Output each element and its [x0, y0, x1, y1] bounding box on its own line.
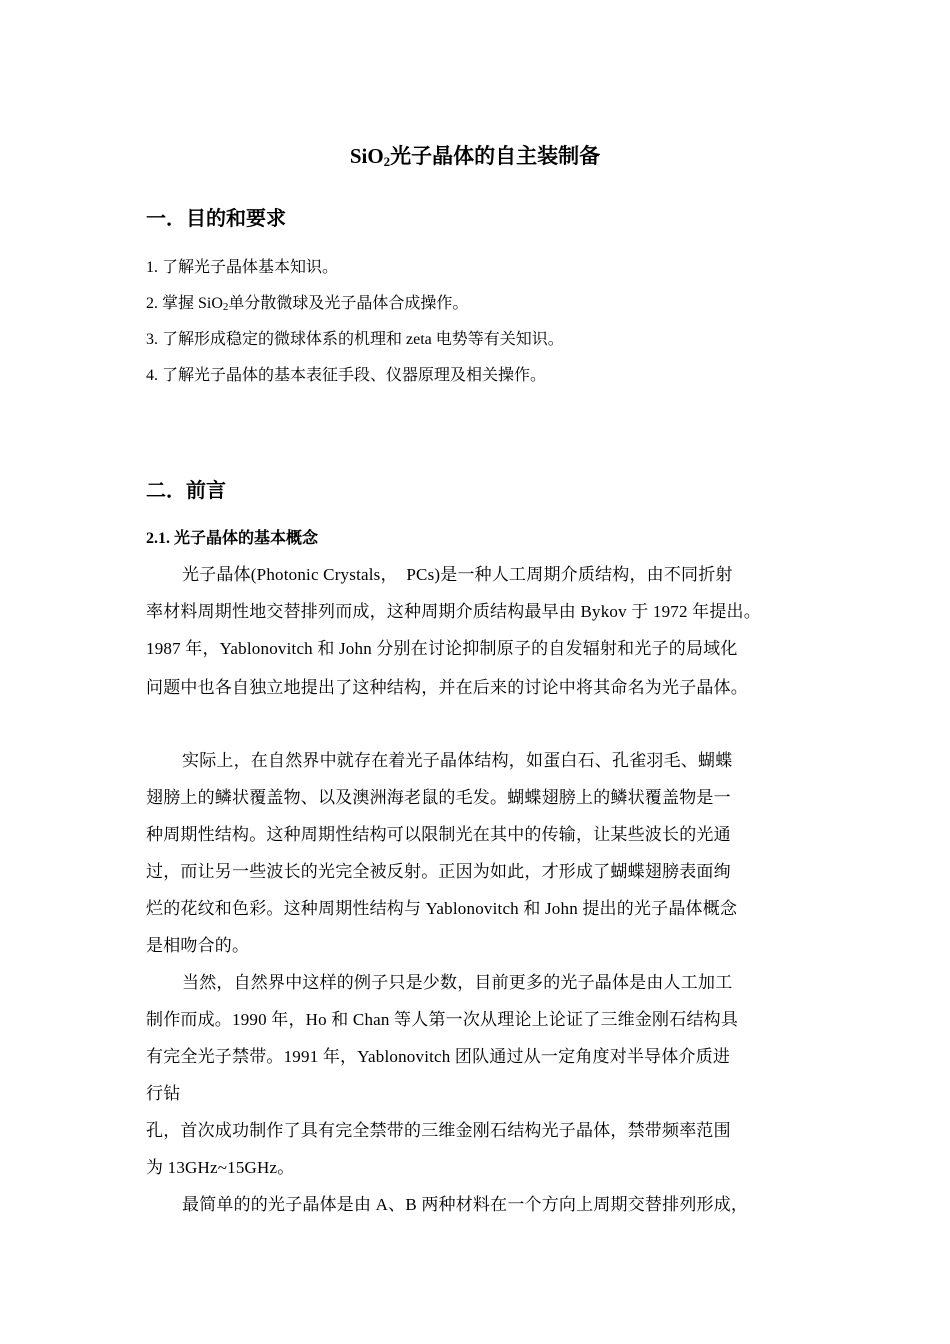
paragraph-line: 光子晶体(Photonic Crystals， PCs)是一种人工周期介质结构，由不同折射: [182, 565, 733, 584]
paragraph-line: 孔，首次成功制作了具有完全禁带的三维金刚石结构光子晶体，禁带频率范围: [146, 1121, 731, 1140]
paragraph-line: 行钻: [146, 1084, 181, 1103]
objective-item: 1. 了解光子晶体基本知识。: [146, 259, 339, 276]
paragraph-line: 问题中也各自独立地提出了这种结构，并在后来的讨论中将其命名为光子晶体。: [146, 678, 748, 697]
section-heading-objectives: 一．目的和要求: [146, 206, 286, 230]
objective-item: 2. 掌握 SiO$_2$单分散微球及光子晶体合成操作。: [146, 295, 469, 313]
objective-item: 3. 了解形成稳定的微球体系的机理和 zeta 电势等有关知识。: [146, 331, 564, 348]
paragraph-line: 翅膀上的鳞状覆盖物、以及澳洲海老鼠的毛发。蝴蝶翅膀上的鳞状覆盖物是一: [146, 788, 731, 807]
paragraph-line: 种周期性结构。这种周期性结构可以限制光在其中的传输，让某些波长的光通: [146, 825, 731, 844]
title-text: SiO: [349, 144, 384, 168]
paragraph-line: 是相吻合的。: [146, 936, 250, 955]
paragraph-line: 烂的花纹和色彩。这种周期性结构与 Yablonovitch 和 John 提出的光子晶体概念: [146, 899, 738, 918]
title-subscript: 2: [383, 154, 391, 169]
paragraph-line: 为 13GHz~15GHz。: [146, 1158, 295, 1177]
paragraph-line: 有完全光子禁带。1991 年，Yablonovitch 团队通过从一定角度对半导体介质进: [146, 1047, 731, 1066]
paragraph-line: 当然，自然界中这样的例子只是少数，目前更多的光子晶体是由人工加工: [182, 973, 733, 992]
paragraph-line: 1987 年，Yablonovitch 和 John 分别在讨论抑制原子的自发辐射和光子的局域化: [146, 639, 738, 658]
paragraph-line: 制作而成。1990 年，Ho 和 Chan 等人第一次从理论上论证了三维金刚石结构具: [146, 1010, 739, 1029]
title-text-rest: 光子晶体的自主装制备: [390, 144, 601, 168]
document-title: [0, 140, 950, 170]
objective-item: 4. 了解光子晶体的基本表征手段、仪器原理及相关操作。: [146, 367, 547, 384]
paragraph-line: 最简单的的光子晶体是由 A、B 两种材料在一个方向上周期交替排列形成，: [182, 1195, 749, 1214]
section-heading-preface: 二．前言: [146, 478, 226, 502]
paragraph-line: 过，而让另一些波长的光完全被反射。正因为如此，才形成了蝴蝶翅膀表面绚: [146, 862, 731, 881]
subsection-heading: 2.1. 光子晶体的基本概念: [146, 530, 319, 547]
paragraph-line: 率材料周期性地交替排列而成，这种周期介质结构最早由 Bykov 于 1972 年提出。: [146, 602, 761, 621]
paragraph-line: 实际上，在自然界中就存在着光子晶体结构，如蛋白石、孔雀羽毛、蝴蝶: [182, 751, 733, 770]
